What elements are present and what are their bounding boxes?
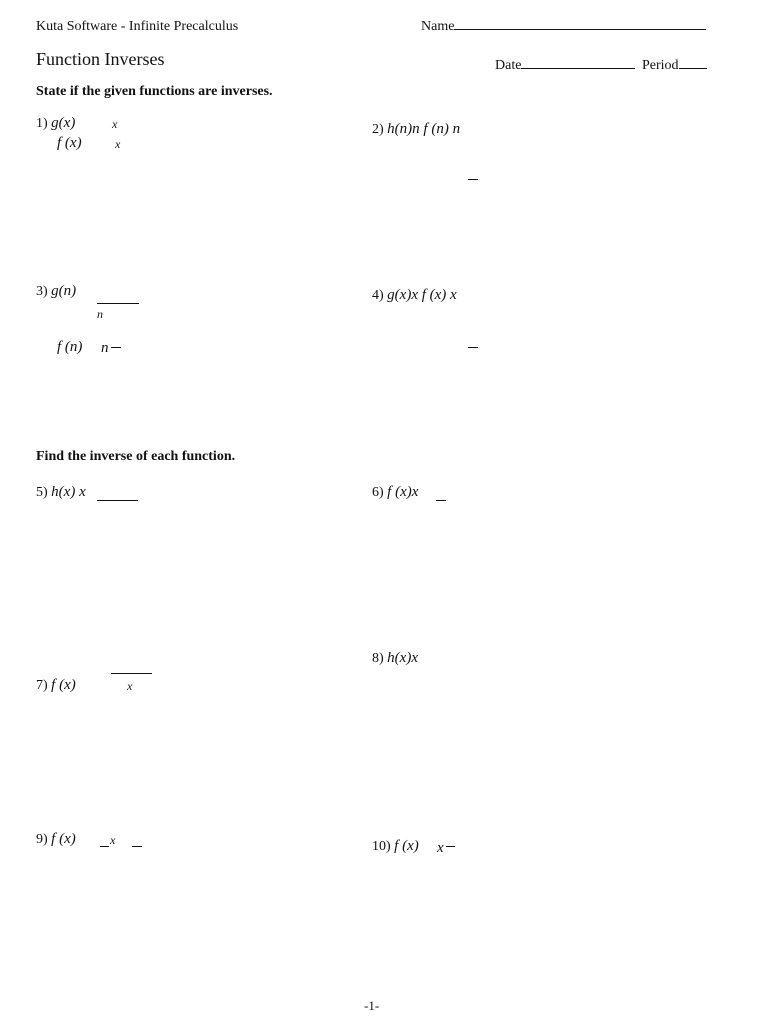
problem-4-expr: g(x)x f (x) x	[387, 287, 457, 303]
section-2-instruction: Find the inverse of each function.	[36, 449, 236, 464]
problem-6	[372, 484, 418, 501]
problem-9-expr: x	[110, 833, 116, 847]
problem-3-g: g(n)	[51, 283, 77, 299]
problem-1	[36, 115, 75, 132]
problem-9-bar-1	[100, 846, 109, 847]
page-title: Function Inverses	[36, 49, 165, 69]
problem-3-f-bar	[111, 347, 121, 348]
problem-10-f: f (x)	[394, 838, 419, 854]
problem-9-bar-2	[132, 846, 142, 847]
problem-3	[36, 283, 76, 300]
problem-3-f: f (n)	[57, 339, 83, 355]
problem-4-fraction-bar	[468, 347, 478, 348]
period-blank[interactable]	[679, 67, 707, 69]
problem-7-denominator: x	[127, 679, 133, 693]
problem-7-number: 7)	[36, 678, 48, 693]
problem-10-expr: x	[437, 840, 444, 856]
problem-1-g: g(x)	[51, 115, 76, 131]
page-number: -1-	[364, 998, 380, 1013]
name-blank[interactable]	[454, 28, 706, 30]
problem-8-expr: h(x)x	[387, 650, 418, 666]
problem-3-fraction-bar	[97, 303, 139, 304]
problem-7	[36, 677, 76, 694]
name-field[interactable]	[421, 19, 706, 35]
problem-2-fraction-bar	[468, 179, 478, 180]
publisher-label: Kuta Software - Infinite Precalculus	[36, 19, 239, 34]
problem-1-var-1: x	[112, 117, 118, 131]
problem-2-expr: h(n)n f (n) n	[387, 121, 461, 137]
name-label: Name	[421, 19, 455, 34]
problem-4-number: 4)	[372, 288, 384, 303]
problem-8-number: 8)	[372, 651, 384, 666]
problem-1-number: 1)	[36, 116, 48, 131]
problem-10-number: 10)	[372, 839, 391, 854]
problem-7-f: f (x)	[51, 677, 76, 693]
problem-3-f-expr: n	[101, 340, 109, 356]
period-label: Period	[642, 58, 679, 73]
problem-10-bar	[446, 846, 455, 847]
problem-9	[36, 831, 76, 848]
date-field[interactable]	[495, 58, 635, 74]
problem-7-fraction-bar	[111, 673, 152, 674]
problem-5-number: 5)	[36, 485, 48, 500]
date-label: Date	[495, 58, 522, 73]
problem-6-number: 6)	[372, 485, 384, 500]
date-blank[interactable]	[521, 67, 635, 69]
period-field[interactable]	[642, 58, 707, 74]
problem-1-var-2: x	[115, 137, 121, 151]
problem-5-expr: h(x) x	[51, 484, 86, 500]
section-1-instruction: State if the given functions are inverses.	[36, 84, 273, 99]
problem-9-number: 9)	[36, 832, 48, 847]
problem-4	[372, 287, 457, 304]
problem-8	[372, 650, 418, 667]
problem-10	[372, 838, 419, 855]
problem-3-denominator: n	[97, 307, 103, 321]
problem-5-fraction-bar	[97, 500, 138, 501]
problem-9-f: f (x)	[51, 831, 76, 847]
problem-2-number: 2)	[372, 122, 384, 137]
problem-2	[372, 121, 460, 138]
problem-6-expr: f (x)x	[387, 484, 419, 500]
problem-6-fraction-bar	[436, 500, 446, 501]
problem-3-number: 3)	[36, 284, 48, 299]
problem-1-f: f (x)	[57, 135, 82, 151]
problem-5	[36, 484, 86, 501]
